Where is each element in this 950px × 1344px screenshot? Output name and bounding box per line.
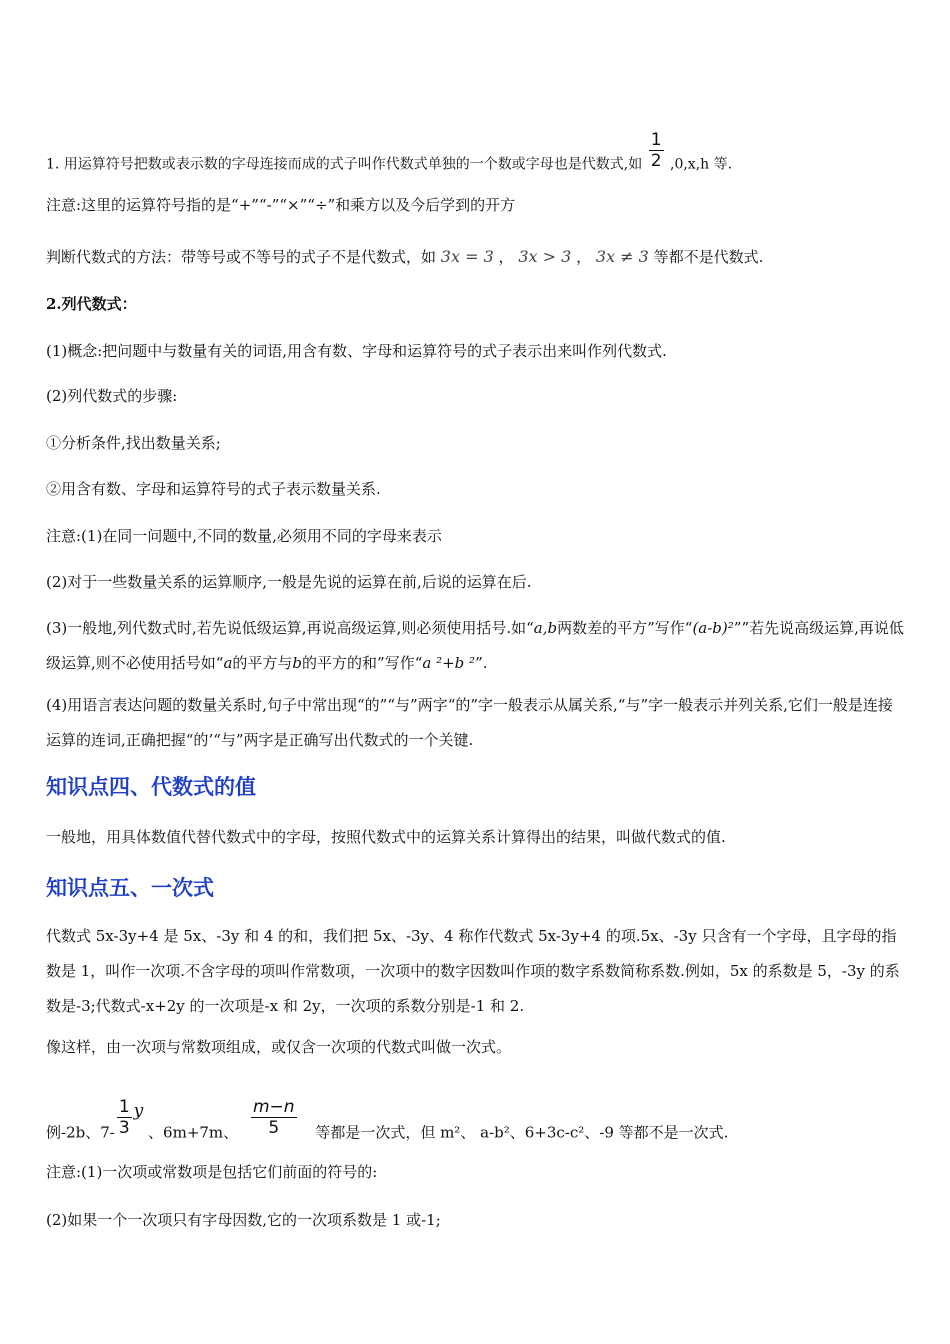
text-run: ””若先说高级运算,再说低级运算,则不必使用括号如“ — [46, 619, 904, 672]
note-operators: 注意:这里的运算符号指的是“+”“-”“×”“÷”和乘方以及今后学到的开方 — [46, 196, 516, 214]
s2-steps: (2)列代数式的步骤: — [46, 387, 178, 405]
expr-greater: 3x > 3 — [518, 247, 572, 266]
s2-step-2: ②用含有数、字母和运算符号的式子表示数量关系. — [46, 480, 381, 498]
fraction-numerator: 1 — [650, 130, 662, 150]
judge-text-end: 等都不是代数式. — [653, 248, 764, 266]
definition-text: 1. 用运算符号把数或表示数的字母连接而成的式子叫作代数式单独的一个数或字母也是代数式,如 — [46, 156, 643, 173]
fraction-one-third — [117, 1097, 132, 1138]
section-title-list-expressions: 2.列代数式： — [46, 295, 137, 313]
kp5-paragraph: 代数式 5x-3y+4 是 5x、-3y 和 4 的和，我们把 5x、-3y、4 称作代数式 5x-3y+4 的项.5x、-3y 只含有一个字母，且字母的指数是 1，叫作一次项.不含字母的项叫作常数项，一次项中的数字因数叫作项的数字系数简称系数.例如，5x 的系数是 5，-3y 的系数是-3;代数式-x+2y 的一次项是-x 和 2y，一次项的系数分别是-1 和 2. — [46, 927, 900, 1015]
fraction-one-half — [649, 130, 664, 171]
judge-text: 判断代数式的方法：带等号或不等号的式子不是代数式，如 — [46, 248, 437, 266]
s2-note-4: (4)用语言表达问题的数量关系时,句子中常出现“的”“与”两字“的”字一般表示从属关系,“与”字一般表示并列关系,它们一般是连接运算的连词,正确把握“的’“与”两字是正确写出代数式的一个关键. — [46, 696, 893, 749]
kp4-text: 一般地，用具体数值代替代数式中的字母，按照代数式中的运算关系计算得出的结果，叫做代数式的值. — [46, 828, 726, 846]
end-note-2: (2)如果一个一次项只有字母因数,它的一次项系数是 1 或-1; — [46, 1211, 441, 1229]
text-run: (3)一般地,列代数式时,若先说低级运算,再说高级运算,则必须使用括号.如“ — [46, 619, 534, 637]
s2-step-1: ①分析条件,找出数量关系; — [46, 434, 221, 452]
s2-note-1: 注意:(1)在同一问题中,不同的数量,必须用不同的字母来表示 — [46, 527, 442, 545]
kp5-line2: 像这样，由一次项与常数项组成，或仅含一次项的代数式叫做一次式。 — [46, 1038, 512, 1056]
heading-kp5: 知识点五、一次式 — [46, 876, 214, 900]
example-text: 例-2b、7- — [46, 1123, 115, 1142]
heading-kp4: 知识点四、代数式的值 — [46, 775, 256, 799]
fraction-numerator: m−n — [252, 1097, 295, 1117]
text-run: 两数差的平方”写作“ — [557, 619, 693, 637]
var-y: y — [133, 1100, 144, 1121]
judge-paragraph — [46, 245, 906, 269]
fraction-denominator: 2 — [650, 151, 662, 171]
s2-note-3 — [46, 611, 906, 681]
definition-text-end: ,0,x,h 等. — [670, 156, 733, 173]
expr-equation: 3x = 3 — [440, 247, 494, 266]
s2-note-2: (2)对于一些数量关系的运算顺序,一般是先说的运算在前,后说的运算在后. — [46, 573, 532, 591]
fraction-denominator: 3 — [118, 1118, 130, 1138]
end-note-1: 注意:(1)一次项或常数项是包括它们前面的符号的: — [46, 1163, 378, 1181]
expr-diff-square: (a-b)² — [692, 619, 734, 637]
fraction-denominator: 5 — [268, 1118, 280, 1138]
fraction-numerator: 1 — [118, 1097, 130, 1117]
s2-concept: (1)概念:把问题中与数量有关的词语,用含有数、字母和运算符号的式子表示出来叫作列代数式. — [46, 342, 667, 360]
text-run: 的平方的和”写作“ — [302, 654, 423, 672]
example-line — [46, 1097, 906, 1154]
example-text: 、6m+7m、 — [148, 1123, 239, 1142]
fraction-m-minus-n-over-5 — [251, 1097, 297, 1138]
text-run: ”. — [475, 654, 488, 672]
text-run: 的平方与 — [232, 654, 293, 672]
expr-sum-squares: a ²+b ² — [422, 654, 476, 672]
var-b: b — [292, 654, 303, 672]
var-a: a — [223, 654, 233, 672]
separator: ， — [498, 248, 514, 266]
example-text-end: 等都是一次式，但 m²、 a-b²、6+3c-c²、-9 等都不是一次式. — [315, 1123, 729, 1142]
definition-paragraph — [46, 130, 906, 185]
var-ab: a,b — [533, 619, 558, 637]
expr-not-equal: 3x ≠ 3 — [595, 247, 649, 266]
separator: ， — [576, 248, 592, 266]
